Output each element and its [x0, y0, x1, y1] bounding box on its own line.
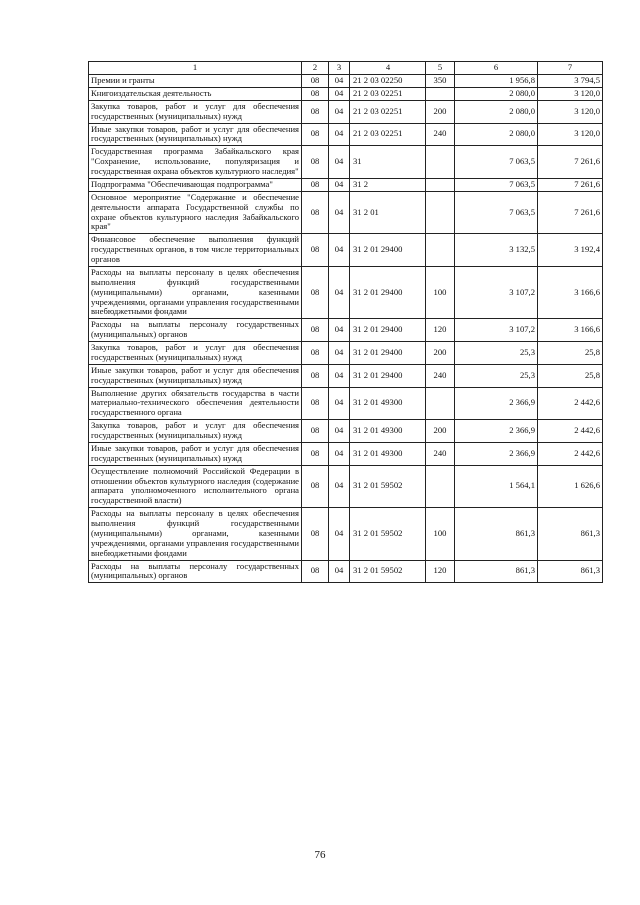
row-amount-year2-cell: 861,3 — [538, 560, 603, 583]
row-amount-year2-cell: 3 120,0 — [538, 123, 603, 146]
row-amount-year2-cell: 3 192,4 — [538, 234, 603, 267]
row-section-cell: 08 — [302, 191, 329, 234]
row-amount-year2-cell: 3 794,5 — [538, 75, 603, 88]
row-section-cell: 08 — [302, 100, 329, 123]
row-amount-year2-cell: 3 120,0 — [538, 87, 603, 100]
table-row — [89, 508, 603, 560]
row-target-article-cell: 31 2 01 49300 — [350, 387, 426, 420]
row-amount-year1-cell: 7 063,5 — [455, 146, 538, 179]
row-name-cell: Осуществление полномочий Российской Федерации в отношении объектов культурного наследия (содержание аппарата уполномоченного исполнительного органа государственной власти) — [89, 465, 302, 508]
row-expense-type-cell — [426, 146, 455, 179]
table-row — [89, 234, 603, 267]
table-row — [89, 342, 603, 365]
row-expense-type-cell: 200 — [426, 342, 455, 365]
row-expense-type-cell: 200 — [426, 420, 455, 443]
row-amount-year2-cell: 25,8 — [538, 364, 603, 387]
row-amount-year2-cell: 3 120,0 — [538, 100, 603, 123]
row-section-cell: 08 — [302, 234, 329, 267]
row-section-cell: 08 — [302, 508, 329, 560]
row-amount-year2-cell: 1 626,6 — [538, 465, 603, 508]
row-target-article-cell: 31 2 01 29400 — [350, 234, 426, 267]
row-name-cell: Расходы на выплаты персоналу в целях обеспечения выполнения функций государственными (муниципальными) органами, казенными учреждениями, органами управления государственными внебюджетными фондами — [89, 508, 302, 560]
row-amount-year1-cell: 1 956,8 — [455, 75, 538, 88]
page-number: 76 — [314, 849, 326, 861]
row-section-cell: 08 — [302, 75, 329, 88]
row-name-cell: Закупка товаров, работ и услуг для обеспечения государственных (муниципальных) нужд — [89, 420, 302, 443]
row-expense-type-cell — [426, 387, 455, 420]
row-section-cell: 08 — [302, 178, 329, 191]
row-amount-year2-cell: 2 442,6 — [538, 442, 603, 465]
row-subsection-cell: 04 — [329, 342, 350, 365]
row-amount-year2-cell: 2 442,6 — [538, 387, 603, 420]
row-amount-year2-cell: 7 261,6 — [538, 178, 603, 191]
row-name-cell: Закупка товаров, работ и услуг для обеспечения государственных (муниципальных) нужд — [89, 342, 302, 365]
row-subsection-cell: 04 — [329, 178, 350, 191]
table-row — [89, 364, 603, 387]
row-expense-type-cell: 200 — [426, 100, 455, 123]
row-subsection-cell: 04 — [329, 364, 350, 387]
row-name-cell: Иные закупки товаров, работ и услуг для обеспечения государственных (муниципальных) нужд — [89, 442, 302, 465]
row-amount-year1-cell: 2 366,9 — [455, 442, 538, 465]
table-row — [89, 87, 603, 100]
row-amount-year2-cell: 3 166,6 — [538, 266, 603, 318]
row-name-cell: Расходы на выплаты персоналу государственных (муниципальных) органов — [89, 319, 302, 342]
row-name-cell: Иные закупки товаров, работ и услуг для обеспечения государственных (муниципальных) нужд — [89, 364, 302, 387]
row-expense-type-cell: 120 — [426, 319, 455, 342]
row-amount-year2-cell: 7 261,6 — [538, 191, 603, 234]
row-amount-year1-cell: 2 080,0 — [455, 100, 538, 123]
header-cell-7: 7 — [538, 62, 603, 75]
row-subsection-cell: 04 — [329, 234, 350, 267]
row-amount-year1-cell: 861,3 — [455, 560, 538, 583]
row-expense-type-cell: 240 — [426, 364, 455, 387]
row-target-article-cell: 31 2 01 29400 — [350, 266, 426, 318]
row-target-article-cell: 31 2 01 59502 — [350, 508, 426, 560]
row-target-article-cell: 31 2 01 49300 — [350, 420, 426, 443]
row-amount-year1-cell: 3 107,2 — [455, 266, 538, 318]
table-row — [89, 465, 603, 508]
header-cell-3: 3 — [329, 62, 350, 75]
row-expense-type-cell — [426, 465, 455, 508]
row-name-cell: Иные закупки товаров, работ и услуг для обеспечения государственных (муниципальных) нужд — [89, 123, 302, 146]
row-amount-year1-cell: 2 366,9 — [455, 387, 538, 420]
row-subsection-cell: 04 — [329, 319, 350, 342]
row-subsection-cell: 04 — [329, 146, 350, 179]
row-subsection-cell: 04 — [329, 191, 350, 234]
row-amount-year1-cell: 861,3 — [455, 508, 538, 560]
table-row — [89, 266, 603, 318]
row-section-cell: 08 — [302, 146, 329, 179]
row-subsection-cell: 04 — [329, 465, 350, 508]
row-amount-year1-cell: 2 080,0 — [455, 87, 538, 100]
row-amount-year1-cell: 2 080,0 — [455, 123, 538, 146]
row-name-cell: Финансовое обеспечение выполнения функций государственных органов, в том числе территориальных органов — [89, 234, 302, 267]
row-amount-year1-cell: 3 107,2 — [455, 319, 538, 342]
row-section-cell: 08 — [302, 123, 329, 146]
row-section-cell: 08 — [302, 364, 329, 387]
row-target-article-cell: 31 2 01 29400 — [350, 319, 426, 342]
row-section-cell: 08 — [302, 465, 329, 508]
row-subsection-cell: 04 — [329, 87, 350, 100]
row-target-article-cell: 31 2 — [350, 178, 426, 191]
row-subsection-cell: 04 — [329, 508, 350, 560]
row-amount-year1-cell: 7 063,5 — [455, 178, 538, 191]
row-target-article-cell: 21 2 03 02251 — [350, 100, 426, 123]
row-expense-type-cell — [426, 234, 455, 267]
row-target-article-cell: 21 2 03 02250 — [350, 75, 426, 88]
row-name-cell: Расходы на выплаты персоналу в целях обеспечения выполнения функций государственными (муниципальными) органами, казенными учреждениями, органами управления государственными внебюджетными фондами — [89, 266, 302, 318]
row-subsection-cell: 04 — [329, 420, 350, 443]
table-row — [89, 191, 603, 234]
row-section-cell: 08 — [302, 387, 329, 420]
row-subsection-cell: 04 — [329, 387, 350, 420]
table-row — [89, 442, 603, 465]
table-row — [89, 560, 603, 583]
row-name-cell: Основное мероприятие "Содержание и обеспечение деятельности аппарата Государственной службы по охране объектов культурного наследия Забайкальского края" — [89, 191, 302, 234]
row-amount-year1-cell: 2 366,9 — [455, 420, 538, 443]
header-cell-1: 1 — [89, 62, 302, 75]
row-target-article-cell: 21 2 03 02251 — [350, 123, 426, 146]
row-amount-year1-cell: 7 063,5 — [455, 191, 538, 234]
row-target-article-cell: 21 2 03 02251 — [350, 87, 426, 100]
row-expense-type-cell — [426, 191, 455, 234]
row-name-cell: Государственная программа Забайкальского края "Сохранение, использование, популяризация и государственная охрана объектов культурного наследия" — [89, 146, 302, 179]
row-subsection-cell: 04 — [329, 266, 350, 318]
row-expense-type-cell — [426, 178, 455, 191]
row-amount-year1-cell: 25,3 — [455, 364, 538, 387]
budget-table — [88, 61, 603, 583]
row-section-cell: 08 — [302, 342, 329, 365]
row-subsection-cell: 04 — [329, 442, 350, 465]
header-cell-6: 6 — [455, 62, 538, 75]
row-section-cell: 08 — [302, 266, 329, 318]
table-row — [89, 100, 603, 123]
row-expense-type-cell: 100 — [426, 266, 455, 318]
row-target-article-cell: 31 — [350, 146, 426, 179]
table-row — [89, 146, 603, 179]
row-expense-type-cell: 350 — [426, 75, 455, 88]
row-expense-type-cell: 120 — [426, 560, 455, 583]
table-row — [89, 75, 603, 88]
row-expense-type-cell: 240 — [426, 442, 455, 465]
row-name-cell: Книгоиздательская деятельность — [89, 87, 302, 100]
row-target-article-cell: 31 2 01 49300 — [350, 442, 426, 465]
table-row — [89, 123, 603, 146]
row-name-cell: Закупка товаров, работ и услуг для обеспечения государственных (муниципальных) нужд — [89, 100, 302, 123]
row-expense-type-cell: 100 — [426, 508, 455, 560]
table-row — [89, 420, 603, 443]
row-expense-type-cell — [426, 87, 455, 100]
table-header-row — [89, 62, 603, 75]
row-section-cell: 08 — [302, 319, 329, 342]
row-name-cell: Выполнение других обязательств государства в части материально-технического обеспечения деятельности государственного органа — [89, 387, 302, 420]
row-amount-year2-cell: 3 166,6 — [538, 319, 603, 342]
row-amount-year1-cell: 25,3 — [455, 342, 538, 365]
row-subsection-cell: 04 — [329, 123, 350, 146]
row-name-cell: Подпрограмма "Обеспечивающая подпрограмма" — [89, 178, 302, 191]
table-row — [89, 178, 603, 191]
row-section-cell: 08 — [302, 560, 329, 583]
row-target-article-cell: 31 2 01 59502 — [350, 465, 426, 508]
row-amount-year2-cell: 7 261,6 — [538, 146, 603, 179]
header-cell-2: 2 — [302, 62, 329, 75]
header-cell-5: 5 — [426, 62, 455, 75]
row-section-cell: 08 — [302, 87, 329, 100]
row-subsection-cell: 04 — [329, 75, 350, 88]
table-row — [89, 387, 603, 420]
row-amount-year2-cell: 2 442,6 — [538, 420, 603, 443]
table-row — [89, 319, 603, 342]
row-target-article-cell: 31 2 01 59502 — [350, 560, 426, 583]
row-amount-year2-cell: 861,3 — [538, 508, 603, 560]
row-amount-year2-cell: 25,8 — [538, 342, 603, 365]
row-amount-year1-cell: 3 132,5 — [455, 234, 538, 267]
row-amount-year1-cell: 1 564,1 — [455, 465, 538, 508]
row-target-article-cell: 31 2 01 29400 — [350, 342, 426, 365]
row-subsection-cell: 04 — [329, 100, 350, 123]
row-target-article-cell: 31 2 01 — [350, 191, 426, 234]
header-cell-4: 4 — [350, 62, 426, 75]
row-subsection-cell: 04 — [329, 560, 350, 583]
row-expense-type-cell: 240 — [426, 123, 455, 146]
row-name-cell: Расходы на выплаты персоналу государственных (муниципальных) органов — [89, 560, 302, 583]
row-name-cell: Премии и гранты — [89, 75, 302, 88]
row-target-article-cell: 31 2 01 29400 — [350, 364, 426, 387]
row-section-cell: 08 — [302, 442, 329, 465]
row-section-cell: 08 — [302, 420, 329, 443]
